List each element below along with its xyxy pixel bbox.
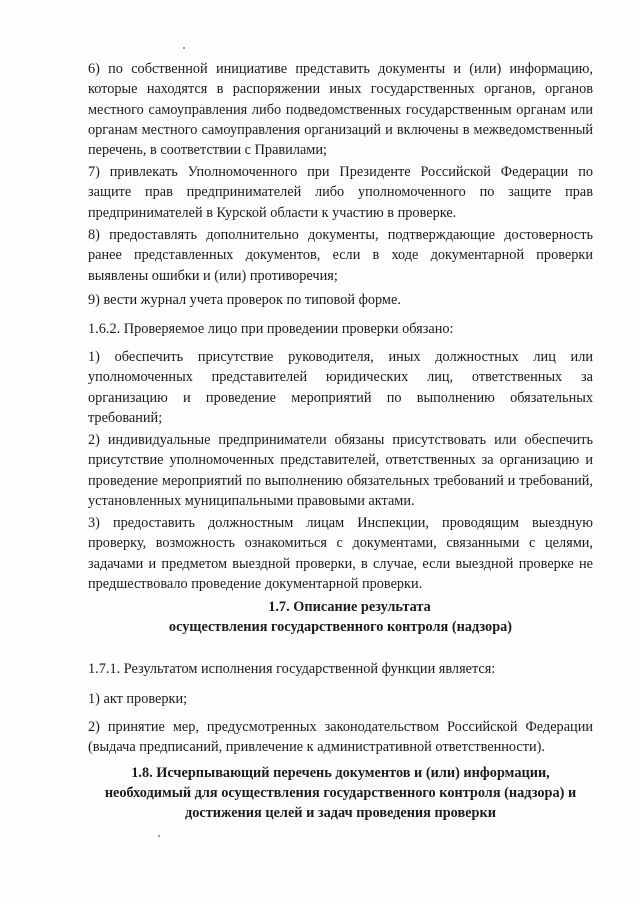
paragraph-duty-2: 2) индивидуальные предприниматели обязаны присутствовать или обеспечить присутствие уполномоченных представителей, ответственных за организацию и проведение мероприятий по выполнению обязательных требований и требований, установленных муниципальными правовыми актами. [88, 432, 593, 509]
paragraph-result-1: 1) акт проверки; [88, 691, 188, 707]
section-1-8-heading [88, 763, 593, 823]
section-1-7-subtitle: осуществления государственного контроля (надзора) [168, 619, 513, 635]
paragraph-duty-1: 1) обеспечить присутствие руководителя, иных должностных лиц или уполномоченных представителей юридических лиц, ответственных за организацию и проведение мероприятий по выполнению обязательных требований; [88, 349, 593, 426]
paragraph-9: 9) вести журнал учета проверок по типовой форме. [88, 292, 401, 308]
paragraph-duty-3: 3) предоставить должностным лицам Инспекции, проводящим выездную проверку, возможность ознакомиться с документами, связанными с целями, задачами и предметом выездной проверки, в случае, если выездной проверке не предшествовало проведение документарной проверки. [88, 515, 593, 592]
scan-speck [183, 47, 185, 49]
paragraph-7: 7) привлекать Уполномоченного при Президенте Российской Федерации по защите прав предпринимателей либо уполномоченного по защите прав предпринимателей в Курской области к участию в проверке. [88, 164, 593, 221]
paragraph-8: 8) предоставлять дополнительно документы, подтверждающие достоверность ранее представленных документов, если в ходе документарной проверки выявлены ошибки и (или) противоречия; [88, 227, 593, 284]
paragraph-6: 6) по собственной инициативе представить документы и (или) информацию, которые находятся в распоряжении иных государственных органов, органов местного самоуправления либо подведомственных государственным органам или органам местного самоуправления организаций и включены в межведомственный перечень, в соответствии с Правилами; [88, 61, 593, 159]
section-1-7-heading [88, 597, 593, 637]
paragraph-1-7-1: 1.7.1. Результатом исполнения государственной функции является: [88, 661, 496, 677]
section-1-8-line-1: 1.8. Исчерпывающий перечень документов и (или) информации, [131, 765, 550, 781]
scan-speck [158, 835, 160, 837]
section-1-7-title: 1.7. Описание результата [268, 599, 431, 615]
section-1-8-line-3: достижения целей и задач проведения проверки [185, 805, 496, 821]
section-1-8-line-2: необходимый для осуществления государственного контроля (надзора) и [104, 785, 577, 801]
paragraph-1-6-2: 1.6.2. Проверяемое лицо при проведении проверки обязано: [88, 321, 454, 337]
paragraph-result-2: 2) принятие мер, предусмотренных законодательством Российской Федерации (выдача предписаний, привлечение к административной ответственности). [88, 719, 593, 756]
